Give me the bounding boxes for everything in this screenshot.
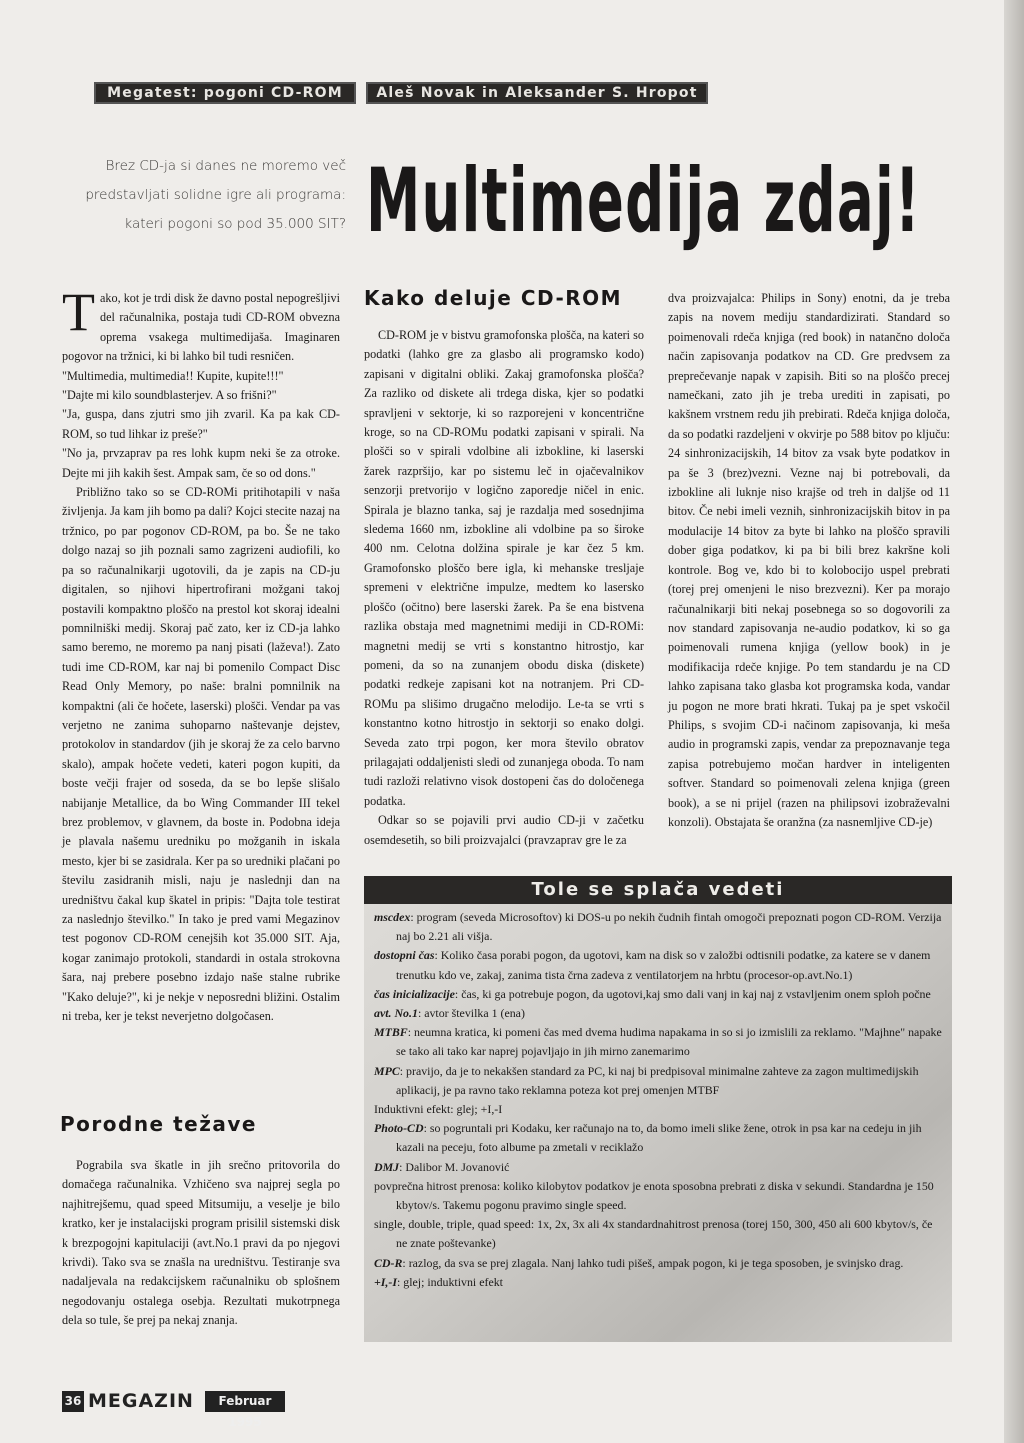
glossary-entry xyxy=(374,1062,944,1100)
glossary-entry xyxy=(374,1177,944,1215)
glossary-list xyxy=(374,908,944,1292)
paragraph: "Dajte mi kilo soundblasterjev. A so frišni?" xyxy=(62,388,277,403)
glossary-definition: single, double, triple, quad speed: 1x, 2x, 3x ali 4x standardnahitrost prenosa (torej 150, 300, 450 ali 600 kbytov/s, če ne znate poštevanke) xyxy=(374,1217,933,1251)
magazine-logo: MEGAZIN xyxy=(88,1390,194,1412)
glossary-entry xyxy=(374,1100,944,1119)
glossary-term: MPC xyxy=(374,1063,400,1078)
glossary-term: čas inicializacije xyxy=(374,986,455,1001)
section-heading-kako-deluje: Kako deluje CD-ROM xyxy=(364,286,623,310)
article-column-1-lower xyxy=(62,1156,340,1331)
section-tag: Megatest: pogoni CD-ROM xyxy=(94,82,356,104)
glossary-term: avt. No.1 xyxy=(374,1006,418,1021)
article-column-3 xyxy=(668,289,950,832)
glossary-entry xyxy=(374,908,944,946)
page-edge-shadow xyxy=(1004,0,1024,1443)
page-number: 36 xyxy=(62,1391,84,1412)
glossary-definition: : avtor številka 1 (ena) xyxy=(417,1006,525,1021)
glossary-definition: : glej; induktivni efekt xyxy=(396,1274,503,1289)
glossary-definition: : program (seveda Microsoftov) ki DOS-u po nekih čudnih fintah omogoči prepoznati pogon CD-ROM. Verzija naj bo 2.21 ali višja. xyxy=(396,910,942,944)
intro-line: predstavljati solidne igre ali programa: xyxy=(85,187,346,203)
glossary-entry xyxy=(374,1119,944,1157)
glossary-term: Photo-CD xyxy=(374,1121,424,1136)
paragraph: dva proizvajalca: Philips in Sony) enotni, da je treba zapis na novem mediju standardizirati. Standard so poimenovali rdeča knjiga (red book) in natančno določa način zapisovanja podatkov na CD. Gre predvsem za preprečevanje napak v zapisih. Biti so na ploščo precej namečkani, zato jih je treba urediti in zapisati, po kakšnem vrstnem redu jih prebirati. Rdeča knjiga določa, da so podatki razdeljeni v okvirje po 588 bitov po ključu: 24 sinhronizacijskih, 14 bitov za vsak byte podatkov in pa še 3 (brez)vezni. Vezne naj bi potrebovali, da izbokline ali luknje niso krajše od treh in daljše od 11 bitov. Če nebi imeli veznih, sinhronizacijskih bitov in pa modulacije 14 bitov za byte bi lahko na ploščo spravili dober giga podatkov, ki pa bi bili brez kakršne koli kontrole. Bog ve, kdo bi to kolobocijo uspel prebrati (torej prej omenjeni le niso brezvezni). Ker pa morajo računalnikarji biti nekaj posebnega so so dogovorili za nov standard zapisovanja ne-audio podatkov, ki so ga poimenovali rumena knjiga (yellow book) in je modifikacija rdeče knjige. Po tem standardu je na CD lahko zapisana tako glasba kot programska koda, vandar ju pogon ne more brati hkrati. Tukaj pa je spet vskočil Philips, s svojim CD-i načinom zapisovanja, ki meša audio in programski zapis, vendar za prepoznavanje tega zapisa potrebujemo močan hardver in inteligenten softver. Standard so poimenovali zelena knjiga (green book), a se ni prijel (razen na philipsovi izobraževalni konzoli). Obstajata še oranžna (za nasnemljive CD-je) xyxy=(668,291,950,829)
authors-tag: Aleš Novak in Aleksander S. Hropot xyxy=(366,82,708,104)
glossary-title: Tole se splača vedeti xyxy=(364,876,952,904)
glossary-entry xyxy=(374,985,944,1004)
glossary-term: dostopni čas xyxy=(374,948,435,963)
paragraph: CD-ROM je v bistvu gramofonska plošča, na kateri so podatki (lahko gre za glasbo ali programsko kodo) zapisani v digitalni obliki. Zakaj gramofonska plošča? Za razliko od diskete ali trdega diska, kjer so podatki spravljeni v sektorje, ki so razporejeni v koncentrične kroge, so na CD-ROMu podatki zapisani v spirali. Na plošči so v spirali vdolbine ali izbokline, ki laserski žarek razpršijo, kar po sistemu leč in ojačevalnikov senzorji pretvorijo v logično zaporedje ničel in enic. Spirala je blazno tanka, saj je razdalja med sosednjima sledema 1660 nm, izbokline ali vdolbine pa so široke 400 nm. Celotna dolžina spirale je kar čez 5 km. Gramofonsko ploščo bere igla, ki mehanske tresljaje spremeni v električne impulze, medtem ko lasersko ploščo (očitno) bere laserski žarek. Pa še ena bistvena razlika obstaja med magnetnimi mediji in CD-ROMi: magnetni medij se vrti s konstantno hitrostjo, kar pomeni, da so na zunanjem obodu diska (diskete) podatki redkeje zapisani kot na notranjem. Pri CD-ROMu pa slišimo drugačno melodijo. Le-ta se vrti s konstantno kotno hitrostjo in sektorji so enako dolgi. Seveda zato trpi pogon, ker mora število obratov prilagajati oddaljenisti sledi od zunanjega oboda. To nam tudi razloži relativno visok dostopeni čas do določenega podatka. xyxy=(364,328,644,808)
glossary-entry xyxy=(374,1158,944,1177)
glossary-definition: : Dalibor M. Jovanović xyxy=(399,1159,510,1174)
intro-blurb xyxy=(66,152,346,239)
glossary-definition: : čas, ki ga potrebuje pogon, da ugotovi,kaj smo dali vanj in kaj naj z vstavljenim onem sploh počne xyxy=(454,986,931,1001)
glossary-definition: : Koliko časa porabi pogon, da ugotovi, kam na disk so v založbi odtisnili podatke, za katere se v danem trenutku kdo ve, zakaj, zanima tista črna zadeva z ventilatorjem na hrbtu (procesor-op.avt.No.1) xyxy=(396,948,931,982)
glossary-definition: Induktivni efekt: glej; +I,-I xyxy=(374,1102,503,1117)
intro-line: Brez CD-ja si danes ne moremo več xyxy=(105,158,346,174)
glossary-term: mscdex xyxy=(374,910,411,924)
intro-line: kateri pogoni so pod 35.000 SIT? xyxy=(124,216,346,232)
glossary-entry xyxy=(374,1215,944,1253)
glossary-entry xyxy=(374,1254,944,1273)
glossary-definition: : neumna kratica, ki pomeni čas med dvema hudima napakama in so si jo izmislili za reklamo. "Majhne" napake se tako ali tako kar naprej pojavljajo in jih mirno zanemarimo xyxy=(396,1025,942,1059)
headline: Multimedija zdaj! xyxy=(366,149,922,252)
glossary-definition: : pravijo, da je to nekakšen standard za PC, ki naj bi predpisoval minimalne zahteve za zagon multimedijskih aplikacij, je pa ravno tako reklamna poteza kot prej omenjen MTBF xyxy=(396,1063,919,1097)
glossary-term: +I,-I xyxy=(374,1274,397,1289)
glossary-term: MTBF xyxy=(374,1025,408,1040)
glossary-definition: povprečna hitrost prenosa: koliko kilobytov podatkov je enota sposobna prebrati z diska v sekundi. Standardna je 150 kbytov/s. Takemu pogonu pravimo single speed. xyxy=(374,1178,934,1213)
glossary-definition: : razlog, da sva se prej zlagala. Nanj lahko tudi pišeš, ampak pogon, ki je tega sposoben, je svinjsko drag. xyxy=(402,1255,904,1270)
article-column-1 xyxy=(62,282,340,1026)
glossary-entry xyxy=(374,1023,944,1061)
glossary-entry xyxy=(374,1273,944,1292)
glossary-term: DMJ xyxy=(374,1159,400,1174)
paragraph: "Ja, guspa, dans zjutri smo jih zvaril. Ka pa kak CD-ROM, so tud lihkar iz preše?" xyxy=(62,407,340,441)
article-column-2 xyxy=(364,326,644,850)
glossary-entry xyxy=(374,1004,944,1023)
dropcap: T xyxy=(62,282,95,342)
glossary-entry xyxy=(374,946,944,984)
paragraph: Odkar so se pojavili prvi audio CD-ji v začetku osemdesetih, so bili proizvajalci (pravzaprav gre le za xyxy=(364,813,644,847)
glossary-term: CD-R xyxy=(374,1255,403,1270)
issue-date: Februar 1995 xyxy=(205,1391,285,1412)
paragraph: Tako, kot je trdi disk že davno postal nepogrešljivi del računalnika, postaja tudi CD-ROM obvezna oprema vsakega multimedijaša. Imaginaren pogovor na tržnici, ki bi lahko bil tudi resničen. xyxy=(62,282,340,364)
glossary-definition: : so pogruntali pri Kodaku, ker računajo na to, da bomo imeli slike žene, otrok in psa kar na cedeju in jih kazali na peceju, foto albume pa zmetali v reciklažo xyxy=(396,1121,922,1155)
section-heading-porodne: Porodne težave xyxy=(60,1112,257,1136)
paragraph: "Multimedia, multimedia!! Kupite, kupite!!!" xyxy=(62,368,284,383)
paragraph: "No ja, prvzaprav pa res lohk kupm neki še za otroke. Dejte mi jih kakih šest. Ampak sam, če so od dons." xyxy=(62,446,340,480)
paragraph: Pograbila sva škatle in jih srečno pritovorila do domačega računalnika. Vzhičeno sva najprej segla po najhitrejšemu, quad speed Mitsumiju, a veselje je bilo kratko, ker je instalacijski program prisilil sistemski disk k brezpogojni kapitulaciji (avt.No.1 pravi da po njegovi krivdi). Tako sva se znašla na uredništvu. Testiranje sva nadaljevala na redakcijskem računalniku ob splošnem negodovanju ostalega osebja. Rezultati mukotrpnega dela so tule, še prej pa nekaj znanja. xyxy=(62,1158,340,1328)
paragraph: Približno tako so se CD-ROMi pritihotapili v naša življenja. Ja kam jih bomo pa dali? Kojci stecite nazaj na tržnico, po par pogonov CD-ROM, pa bo. Še ne tako dolgo nazaj so jih poznali samo zagrizeni audiofili, ko pa so računalnikarji ugotovili, da je zapis na CD-ju digitalen, so njihovi hipertrofirani možgani takoj postavili kompaktno ploščo na prestol kot skoraj idealni pomnilniški medij. Skoraj pač zato, ker iz CD-ja lahko samo beremo, ne moremo pa nanj pisati (laževa!). Zato tudi ime CD-ROM, kar naj bi pomenilo Compact Disc Read Only Memory, po naše: bralni pomnilnik na kompaktni (ali če hočete, laserski) plošči. Vendar pa vas verjetno ne zanima suhoparno naštevanje dejstev, protokolov in standardov (jih je skoraj že za celo barvno skalo), ampak hočete vedeti, kateri pogon kupiti, da boste večji frajer od soseda, da se bo lepše slišalo nabijanje Metallice, da bo Wing Commander III tekel brez problemov, v glavnem, da boste in. Podobna ideja je plavala našemu uredniku po možganih in iskala mesto, kjer bi se zasidrala. Ker pa so uredniki plačani po številu zasidranih misli, naju je naslednji dan na uredništvu čakal kup škatel in pripis: "Dajta tole testirat za naslednjo številko." In tako je pred vami Megazinov test pogonov CD-ROM cenejših kot 35.000 SIT. Aja, kogar zanimajo protokoli, standardi in ostala strokovna šara, naj prebere posebno izdajo naše stalne rubrike "Kako deluje?", ki je nekje v neposredni bližini. Ostalim ni treba, ker je tekst neverjetno dolgočasen. xyxy=(62,485,340,1024)
